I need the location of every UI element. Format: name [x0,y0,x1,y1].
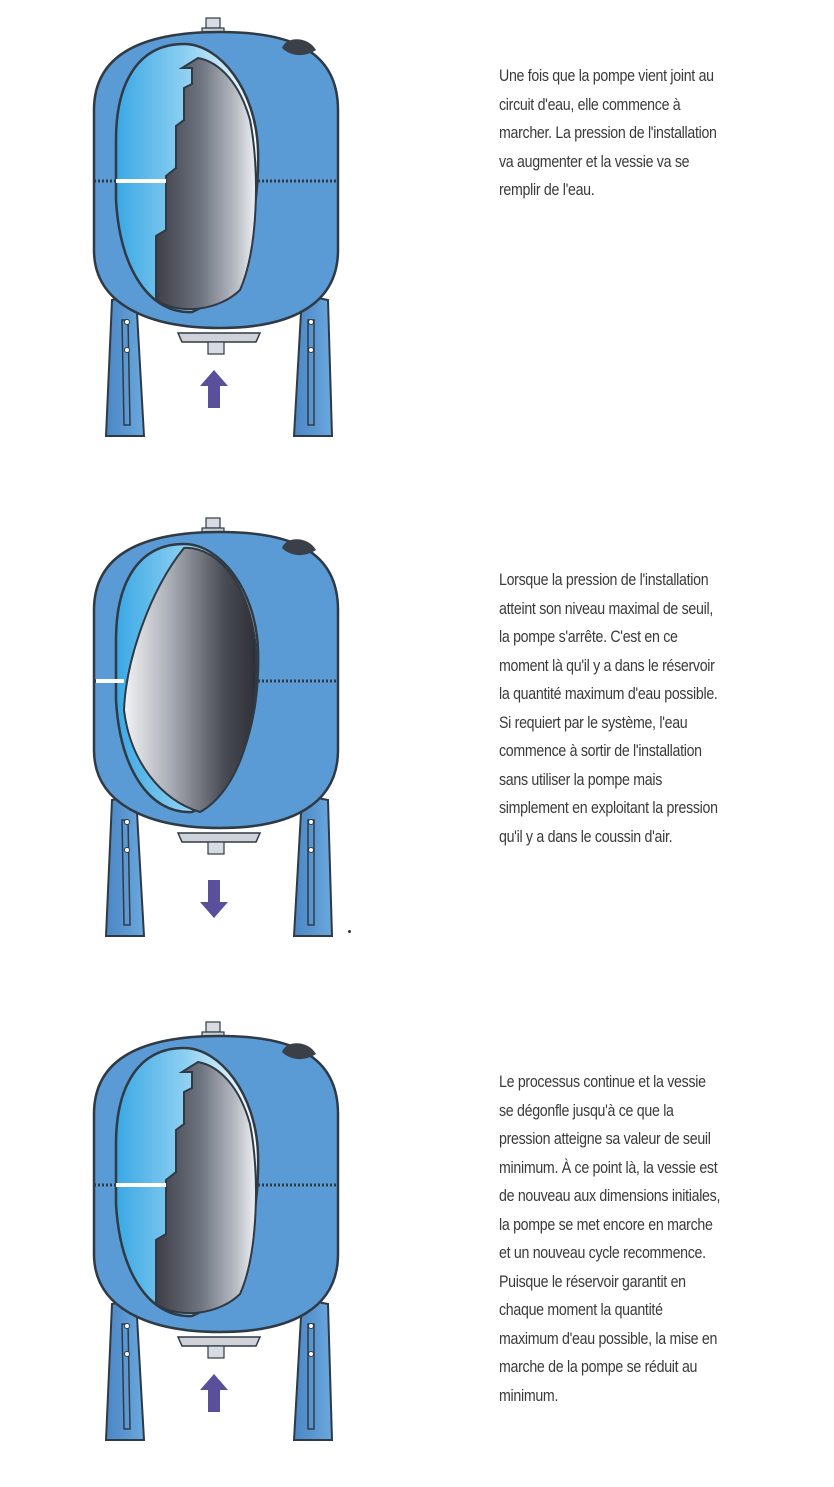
arrow-up-icon [200,370,228,408]
step-description: Le processus continue et la vessie se dégonfle jusqu'à ce que la pression atteigne sa valeur de seuil minimum. À ce point là, la vessie est de nouveau aux dimensions initiales, la pompe se met encore en marche et un nouveau cycle recommence. Puisque le réservoir garantit en chaque moment la quantité maximum d'eau possible, la mise en marche de la pompe se réduit au minimum. [499,1073,721,1405]
expansion-tank-illustration [80,1004,360,1444]
tank-diagram-min-pressure [80,1004,360,1444]
step-description: Une fois que la pompe vient joint au circuit d'eau, elle commence à marcher. La pression de l'installation va augmenter et la vessie va se remplir de l'eau. [499,67,717,199]
step-description: Lorsque la pression de l'installation atteint son niveau maximal de seuil, la pompe s'arrête. C'est en ce moment là qu'il y a dans le réservoir la quantité maximum d'eau possible. Si requiert par le système, l'eau commence à sortir de l'installation sans utiliser la pompe mais simplement en exploitant la pression qu'il y a dans le coussin d'air. [499,571,718,846]
stray-dot [348,930,351,933]
arrow-down-icon [200,880,228,918]
arrow-up-icon [200,1374,228,1412]
expansion-tank-illustration [80,0,360,440]
tank-diagram-max-pressure [80,500,360,940]
expansion-tank-illustration [80,500,360,940]
tank-diagram-filling [80,0,360,440]
